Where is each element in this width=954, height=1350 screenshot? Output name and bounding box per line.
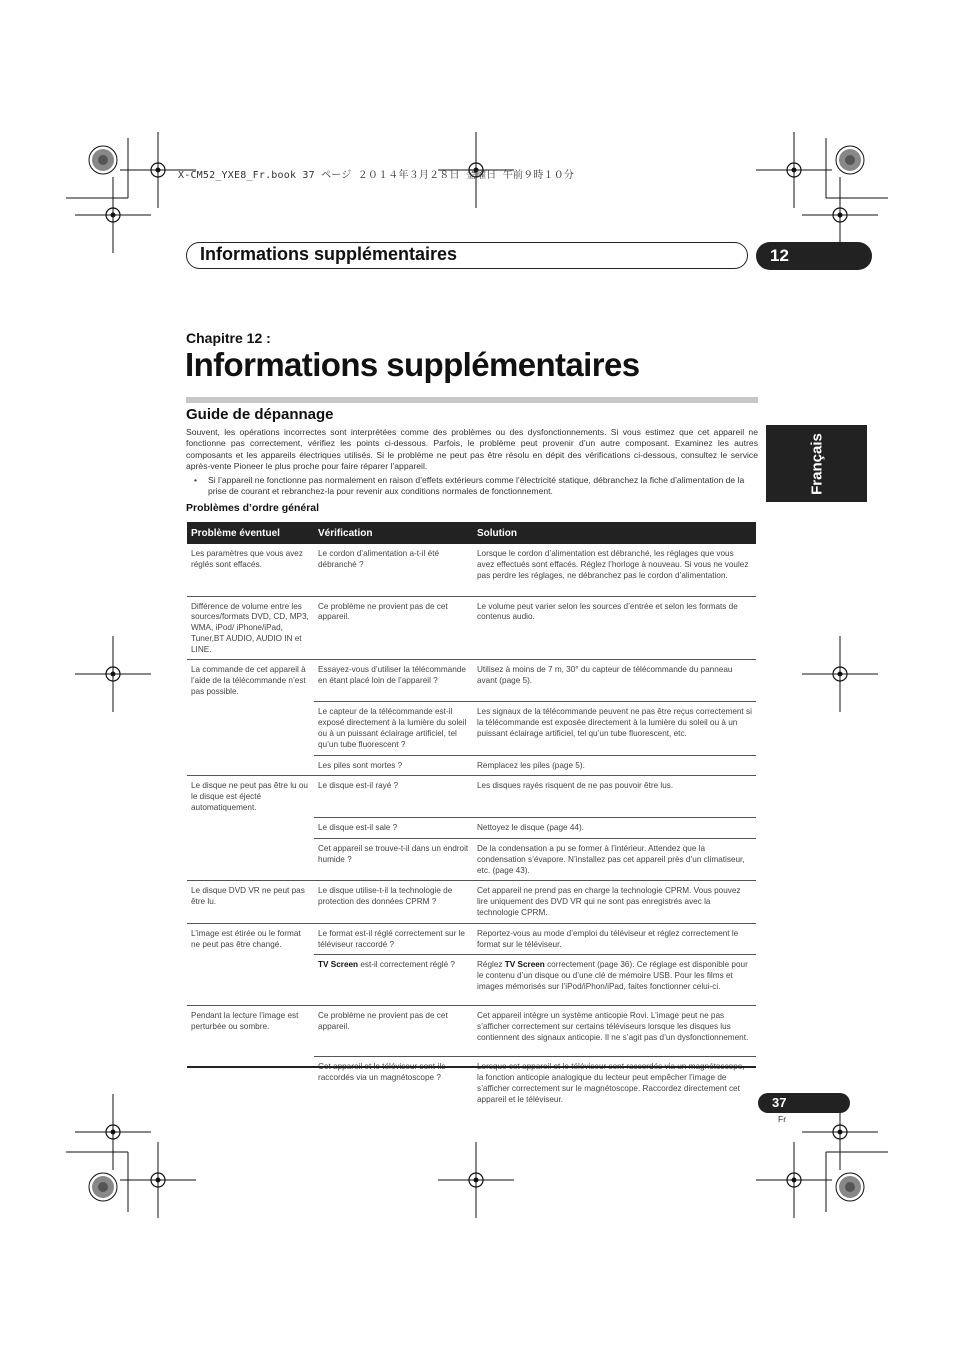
table-row: [187, 1057, 756, 1110]
header-solution: Solution: [473, 522, 756, 544]
check-cell: Le format est-il réglé correctement sur le téléviseur raccordé ?: [314, 923, 473, 955]
tv-screen-keyword: TV Screen: [504, 960, 545, 970]
solution-cell: [473, 955, 756, 1006]
problem-cell: [187, 955, 314, 1006]
troubleshooting-table: [187, 522, 756, 1110]
table-row: [187, 544, 756, 596]
title-rule: [186, 397, 758, 403]
table-row: [187, 955, 756, 1006]
table-row: [187, 776, 756, 818]
table-row: [187, 596, 756, 660]
header-problem: Problème éventuel: [187, 522, 314, 544]
check-cell: Ce problème ne provient pas de cet appareil.: [314, 596, 473, 660]
solution-cell: la fonction anticopie analogique du lecteur peut empêcher l’image de s’afficher correctement sur le magnétoscope. Raccordez directement cet appareil et le téléviseur.: [473, 1057, 756, 1110]
problem-cell: Les paramètres que vous avez réglés sont effacés.: [191, 549, 303, 569]
problem-cell: Le disque ne peut pas être lu ou le disque est éjecté automatiquement.: [187, 776, 314, 818]
check-cell: Le disque est-il sale ?: [314, 818, 473, 839]
solution-cell: Le volume peut varier selon les sources d’entrée et selon les formats de contenus audio.: [473, 596, 756, 660]
table-row: [187, 881, 756, 923]
check-text: est-il correctement réglé ?: [358, 960, 455, 970]
table-bottom-rule: [187, 1066, 756, 1068]
language-side-tab: [766, 425, 867, 502]
problem-cell: Pendant la lecture l’image est perturbée ou sombre.: [187, 1006, 314, 1057]
table-row: [187, 818, 756, 839]
table-header-row: [187, 522, 756, 544]
check-cell: Le disque utilise-t-il la technologie de protection des données CPRM ?: [314, 881, 473, 923]
bullet-symbol: •: [194, 475, 198, 485]
problem-cell: Différence de volume entre les sources/formats DVD, CD, MP3, WMA, iPod/ iPhone/iPad, Tuner,BT AUDIO, AUDIO IN et LINE.: [187, 596, 314, 660]
table-row: [187, 839, 756, 881]
solution-cell: Reportez-vous au mode d’emploi du téléviseur et réglez correctement le format sur le téléviseur.: [473, 923, 756, 955]
chapter-label: Chapitre 12 :: [186, 330, 271, 346]
intro-paragraph: Souvent, les opérations incorrectes sont interprétées comme des problèmes ou des dysfonctionnements. Si vous estimez que cet appareil ne fonctionne pas correctement, vérifiez les points ci-dessous. Parfois, le problème peut provenir d’un autre composant. Examinez les autres composants et les appareils électriques utilisés. Si le problème ne peut pas être résolu en dépit des vérifications ci-dessous, consultez le service après-vente Pioneer le plus proche pour faire réparer l’appareil.: [186, 427, 758, 472]
subsection-title: Problèmes d’ordre général: [186, 502, 320, 514]
problem-cell: La commande de cet appareil à l’aide de la télécommande n’est pas possible.: [187, 660, 314, 702]
table-row: [187, 755, 756, 776]
solution-cell: Utilisez à moins de 7 m, 30° du capteur de télécommande du panneau avant (page 5).: [473, 660, 756, 702]
problem-cell: Le disque DVD VR ne peut pas être lu.: [187, 881, 314, 923]
page-language: Fr: [778, 1114, 787, 1124]
table-row: [187, 1006, 756, 1057]
solution-prefix: Réglez: [477, 960, 505, 970]
solution-cell: De la condensation a pu se former à l’intérieur. Attendez que la condensation s’évapore. N’installez pas cet appareil près d’un climatiseur, etc. (page 43).: [473, 839, 756, 881]
header-check: Vérification: [314, 522, 473, 544]
header-title: Informations supplémentaires: [200, 244, 458, 264]
problem-cell: [187, 839, 314, 881]
file-info: X-CM52_YXE8_Fr.book 37 ページ ２０１４年３月２８日 金曜日 午前９時１０分: [178, 170, 575, 181]
problem-cell: [187, 1057, 314, 1110]
language-label: Français: [808, 432, 825, 495]
check-cell: raccordés via un magnétoscope ?: [314, 1057, 473, 1110]
solution-cell: Nettoyez le disque (page 44).: [473, 818, 756, 839]
check-cell: Le disque est-il rayé ?: [314, 776, 473, 818]
table-row: [187, 923, 756, 955]
chapter-number-badge: 12: [756, 242, 872, 270]
problem-cell: [187, 818, 314, 839]
check-cell: Les piles sont mortes ?: [314, 755, 473, 776]
table-row: [187, 702, 756, 755]
problem-cell: [187, 702, 314, 755]
tv-screen-keyword: TV Screen: [318, 960, 359, 970]
solution-cell: Lorsque le cordon d’alimentation est débranché, les réglages que vous avez effectués sont effacés. Réglez l’horloge à nouveau. Si vous ne voulez pas perdre les réglages, ne débranchez pas le cordon d’alimentation.: [477, 549, 749, 580]
page-number-badge: 37: [758, 1093, 850, 1113]
solution-cell: Remplacez les piles (page 5).: [473, 755, 756, 776]
check-cell: Ce problème ne provient pas de cet appareil.: [314, 1006, 473, 1057]
solution-cell: Cet appareil ne prend pas en charge la technologie CPRM. Vous pouvez lire uniquement des DVD VR qui ne sont pas enregistrés avec la technologie CPRM.: [473, 881, 756, 923]
solution-cell: Les disques rayés risquent de ne pas pouvoir être lus.: [473, 776, 756, 818]
solution-cell: Cet appareil intègre un système anticopie Rovi. L’image peut ne pas s’afficher correctement sur certains téléviseurs lorsque les disques lus contiennent des signaux anticopie. Il ne s’agit pas d’un dysfonctionnement.: [473, 1006, 756, 1057]
section-title: Guide de dépannage: [186, 406, 334, 423]
table-row: [187, 660, 756, 702]
check-cell: [314, 955, 473, 1006]
check-cell: Cet appareil se trouve-t-il dans un endroit humide ?: [314, 839, 473, 881]
check-cell: Essayez-vous d’utiliser la télécommande en étant placé loin de l’appareil ?: [314, 660, 473, 702]
solution-cell: Les signaux de la télécommande peuvent ne pas être reçus correctement si la télécommande est exposée directement à la lumière du soleil ou à un puissant éclairage artificiel, tel qu’un tube fluorescent, etc.: [473, 702, 756, 755]
check-cell: Le capteur de la télécommande est-il exposé directement à la lumière du soleil ou à un puissant éclairage artificiel, tel qu’un tube fluorescent ?: [314, 702, 473, 755]
bullet-text: Si l’appareil ne fonctionne pas normalement en raison d’effets extérieurs comme l’électricité statique, débranchez la fiche d’alimentation de la prise de courant et rebranchez-la pour revenir aux conditions normales de fonctionnement.: [208, 475, 745, 497]
problem-cell: [187, 755, 314, 776]
problem-cell: L’image est étirée ou le format ne peut pas être changé.: [187, 923, 314, 955]
solution-text: correctement (page 36). Ce réglage est disponible pour le contenu d’un disque ou d’une clé de mémoire USB. Pour les films et images mémorisés sur l’iPod/iPhon/iPad, faites fonctionner celui-ci.: [477, 960, 748, 992]
page-title: Informations supplémentaires: [185, 346, 640, 383]
check-cell: Le cordon d’alimentation a-t-il été débranché ?: [318, 549, 440, 569]
